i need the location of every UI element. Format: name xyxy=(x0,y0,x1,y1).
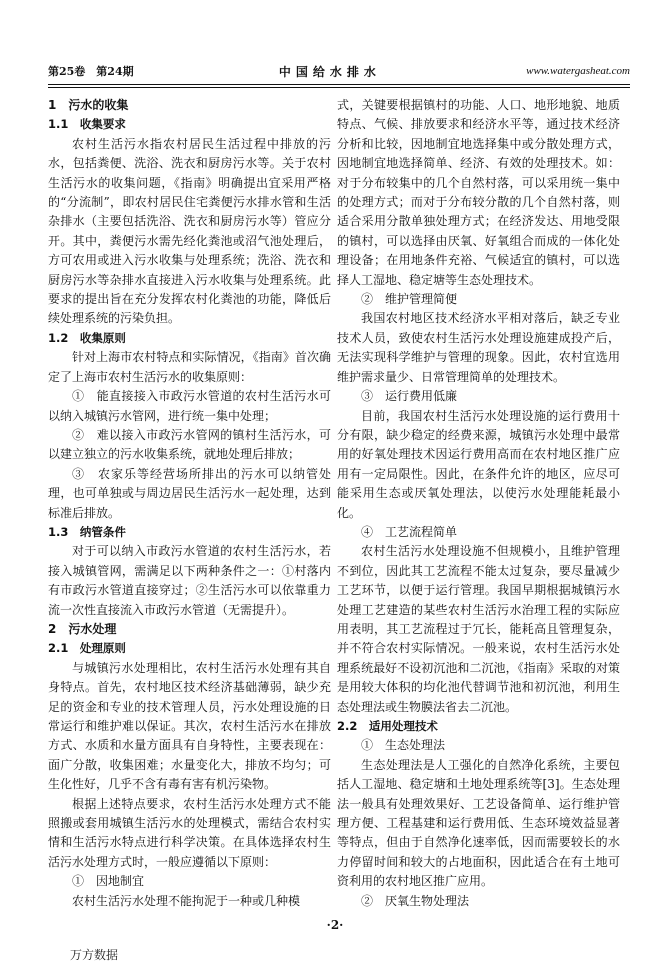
paragraph: ③ 农家乐等经营场所排出的污水可以纳管处理，也可单独或与周边居民生活污水一起处理，达到标准后排放。 xyxy=(48,466,331,520)
paragraph: 根据上述特点要求，农村生活污水处理方式不能照搬或套用城镇生活污水的处理模式，需结合农村实情和生活污水特点进行科学决策。在具体选择农村生活污水处理方式时，一般应遵循以下原则： xyxy=(48,796,331,869)
paragraph: ④ 工艺流程简单 xyxy=(361,524,458,539)
journal-title: 中国给水排水 xyxy=(278,64,381,79)
paragraph: ② 厌氧生物处理法 xyxy=(361,893,470,908)
watermark-text: 万方数据 xyxy=(70,948,119,962)
right-column xyxy=(337,96,620,911)
paragraph: 针对上海市农村特点和实际情况，《指南》首次确定了上海市农村生活污水的收集原则： xyxy=(48,350,331,384)
header-rule-thick xyxy=(48,84,630,85)
paragraph: 目前，我国农村生活污水处理设施的运行费用十分有限，缺少稳定的经费来源，城镇污水处理中最常用的好氧处理技术因运行费用高而在农村地区推广应用有一定局限性。因此，在条件允许的地区，应尽可能采用生态或厌氧处理法，以使污水处理能耗最小化。 xyxy=(337,408,620,520)
paragraph: 式，关键要根据镇村的功能、人口、地形地貌、地质特点、气候、排放要求和经济水平等，通过技术经济分析和比较，因地制宜地选择集中或分散处理方式，因地制宜地选择简单、经济、有效的处理技术。如：对于分布较集中的几个自然村落，可以采用统一集中的处理方式；而对于分布较分散的几个自然村落，则适合采用分散单独处理方式；在经济发达、用地受限的镇村，可以选择由厌氧、好氧组合而成的一体化处理设备；在用地条件充裕、气候适宜的镇村，可以选择人工湿地、稳定塘等生态处理技术。 xyxy=(337,98,620,287)
paragraph: ① 因地制宜 xyxy=(72,874,145,889)
journal-url: www.watergasheat.com xyxy=(526,65,630,77)
paragraph: ③ 运行费用低廉 xyxy=(361,389,458,404)
left-column xyxy=(48,96,331,911)
page-number: ·2· xyxy=(326,918,344,932)
paragraph: ② 维护管理简便 xyxy=(361,292,458,307)
section-heading: 1 污水的收集 xyxy=(48,98,129,112)
volume-issue: 第25卷 第24期 xyxy=(48,65,134,78)
paragraph: 农村生活污水处理不能拘泥于一种或几种模 xyxy=(72,893,301,908)
paragraph: ① 生态处理法 xyxy=(361,738,446,753)
paragraph: 与城镇污水处理相比，农村生活污水处理有其自身特点。首先，农村地区技术经济基础薄弱，缺少充足的资金和专业的技术管理人员，污水处理设施的日常运行和维护难以保证。其次，农村生活污水在排放方式、水质和水量方面具有自身特性，主要表现在：面广分散，收集困难；水量变化大，排放不均匀；可生化性好，几乎不含有毒有害有机污染物。 xyxy=(48,660,331,792)
header-rule-thin xyxy=(48,87,630,88)
subsection-heading: 1.3 纳管条件 xyxy=(48,524,126,539)
paragraph: ① 能直接接入市政污水管道的农村生活污水可以纳入城镇污水管网，进行统一集中处理； xyxy=(48,389,331,423)
paragraph: 生态处理法是人工强化的自然净化系统，主要包括人工湿地、稳定塘和土地处理系统等[3]。生态处理法一般具有处理效果好、工艺设备简单、运行维护管理方便、工程基建和运行费用低、生态环境效益显著等特点，但由于自然净化速率低，因而需要较长的水力停留时间和较大的占地面积，因此适合在有土地可资利用的农村地区推广应用。 xyxy=(337,757,620,889)
paragraph: ② 难以接入市政污水管网的镇村生活污水，可以建立独立的污水收集系统，就地处理后排放； xyxy=(48,427,331,462)
paragraph: 对于可以纳入市政污水管道的农村生活污水，若接入城镇管网，需满足以下两种条件之一：①村落内有市政污水管道直接穿过；②生活污水可以依靠重力流一次性直接流入市政污水管道（无需提升）。 xyxy=(48,544,331,617)
paragraph: 农村生活污水处理设施不但规模小，且维护管理不到位，因此其工艺流程不能太过复杂，要尽量减少工艺环节，以便于运行管理。我国早期根据城镇污水处理工艺建造的某些农村生活污水治理工程的实际应用表明，其工艺流程过于冗长，能耗高且管理复杂，并不符合农村实际情况。一般来说，农村生活污水处理系统最好不设初沉池和二沉池，《指南》采取的对策是用较大体积的均化池代替调节池和初沉池，利用生态处理法或生物膜法省去二沉池。 xyxy=(337,544,620,714)
paragraph: 农村生活污水指农村居民生活过程中排放的污水，包括粪便、洗浴、洗衣和厨房污水等。关于农村生活污水的收集问题，《指南》明确提出宜采用严格的“分流制”，即农村居民住宅粪便污水排水管和生活杂排水（主要包括洗浴、洗衣和厨房污水等）管应分开。其中，粪便污水需先经化粪池或沼气池处理后，方可农用或进入污水收集与处理系统；洗浴、洗衣和厨房污水等杂排水直接进入污水收集与处理系统。此要求的提出旨在充分发挥农村化粪池的功能，降低后续处理系统的污染负担。 xyxy=(48,136,331,326)
paragraph: 我国农村地区技术经济水平相对落后，缺乏专业技术人员，致使农村生活污水处理设施建成投产后，无法实现科学维护与管理的现象。因此，农村宜选用维护需求量少、日常管理简单的处理技术。 xyxy=(337,311,620,384)
running-header xyxy=(48,60,630,82)
subsection-heading: 1.1 收集要求 xyxy=(48,117,126,132)
section-heading: 2 污水处理 xyxy=(48,621,117,636)
subsection-heading: 1.2 收集原则 xyxy=(48,330,126,345)
subsection-heading: 2.1 处理原则 xyxy=(48,641,126,656)
subsection-heading: 2.2 适用处理技术 xyxy=(337,719,438,733)
